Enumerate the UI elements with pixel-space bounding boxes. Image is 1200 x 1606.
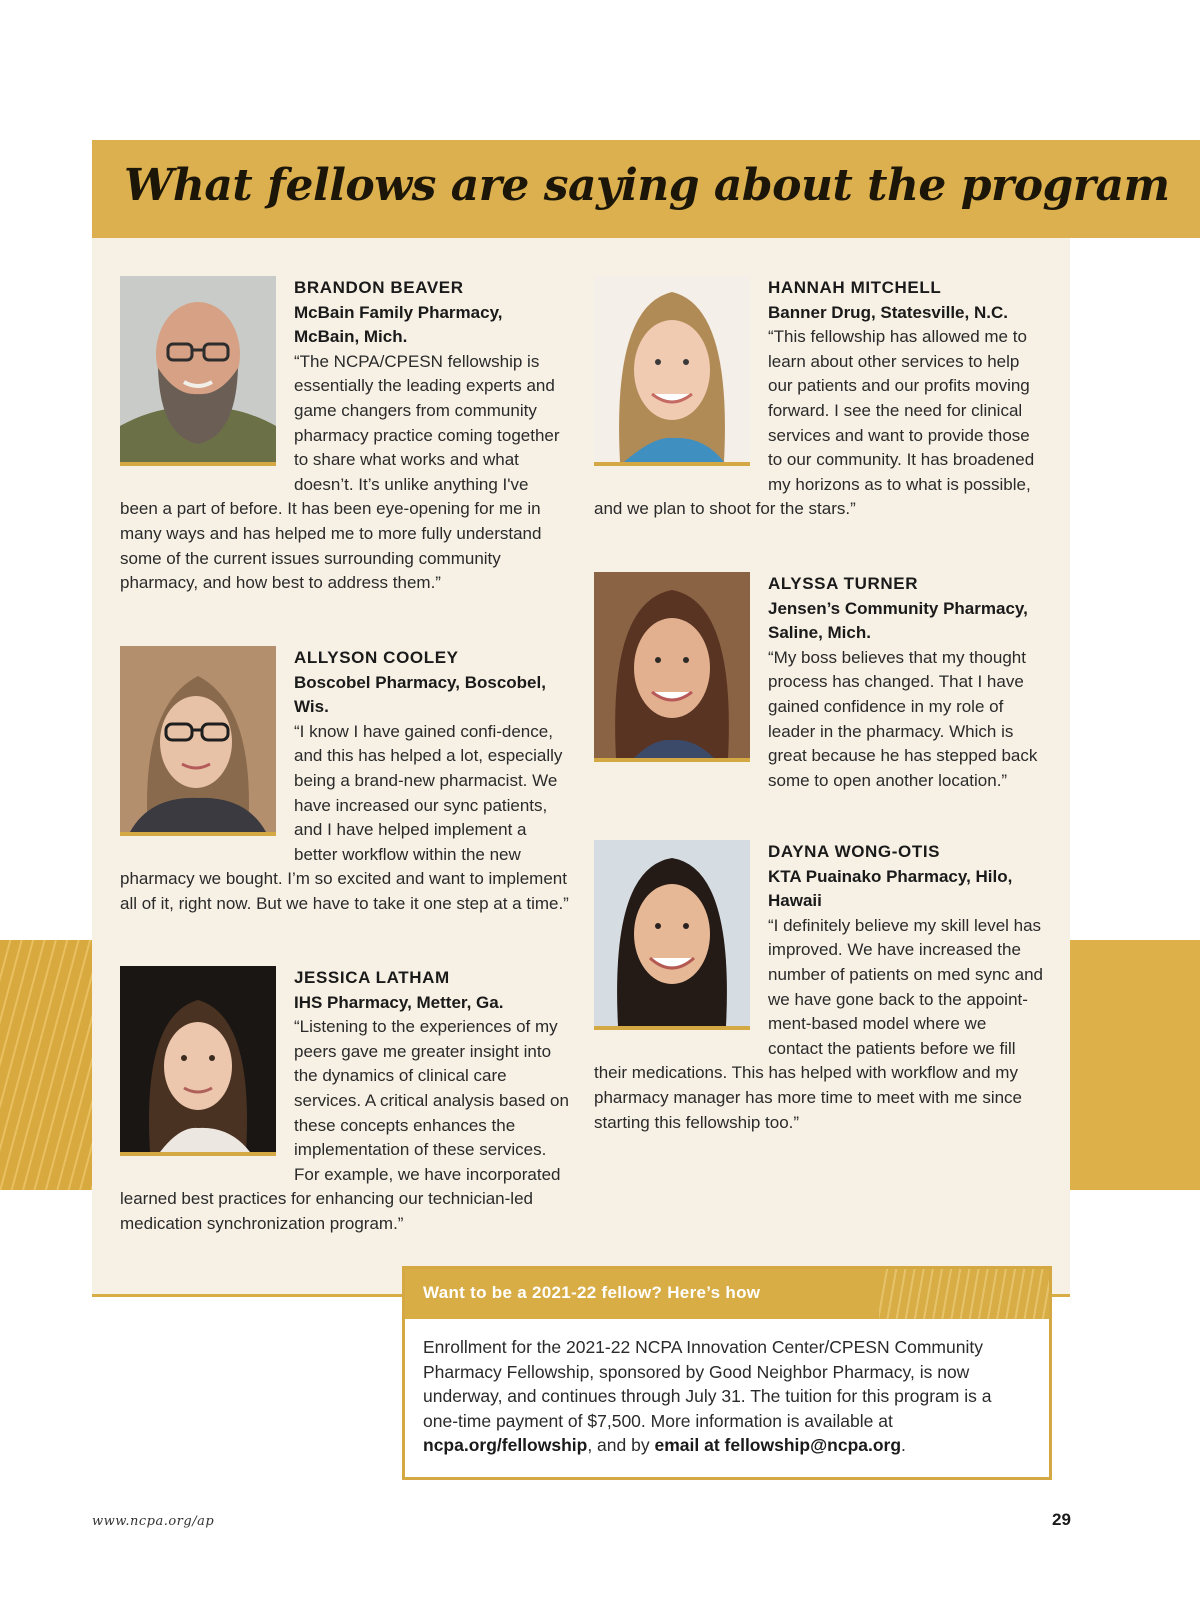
photo-brandon-beaver [120, 276, 276, 466]
photo-allyson-cooley [120, 646, 276, 836]
testimonial-quote: “I know I have gained confi-dence, and this has helped a lot, especially being a brand-new pharmacist. We have increased our sync patients, and I have helped implement a better workflow within the new pharmacy we bought. I’m so excited and want to implement all of it, right now. But we have to take it one step at a time.” [120, 721, 569, 913]
enrollment-paragraph: Enrollment for the 2021-22 NCPA Innovation Center/CPESN Community Pharmacy Fellowship, sponsored by Good Neighbor Pharmacy, is now underway, and continues through July 31. The tuition for this program is a one-time payment of $7,500. More information is available at [423, 1337, 992, 1431]
testimonial-quote: “This fellowship has allowed me to learn about other services to help our patients and our profits moving forward. I see the need for clinical services and want to provide those to our community. It has broadened my horizons as to what is possible, and we plan to shoot for the stars.” [594, 327, 1035, 519]
testimonial-affiliation: KTA Puainako Pharmacy, Hilo, Hawaii [768, 866, 1013, 911]
testimonial-quote: “The NCPA/CPESN fellowship is essentially the leading experts and game changers from community pharmacy practice coming together to share what works and what doesn’t. It’s unlike anything I've been a part of before. It has been eye-opening for me in many ways and has helped me to more fully understand some of the current issues surrounding community pharmacy, and how best to address them.” [120, 351, 560, 593]
decorative-band-right [1070, 940, 1200, 1190]
testimonial-allyson-cooley [120, 646, 570, 944]
portrait-woman-glasses-image [120, 646, 276, 832]
portrait-woman-blonde-image [594, 276, 750, 462]
testimonial-name: HANNAH MITCHELL [768, 278, 942, 297]
testimonials-right-column [594, 276, 1044, 1135]
testimonial-affiliation: Jensen’s Community Pharmacy, Saline, Mich. [768, 598, 1028, 643]
enrollment-heading: Want to be a 2021-22 fellow? Here’s how [423, 1283, 761, 1302]
portrait-woman-dark-hair-image [594, 840, 750, 1026]
photo-alyssa-turner [594, 572, 750, 762]
fellowship-email-link[interactable]: email at fellowship@ncpa.org [654, 1435, 902, 1456]
testimonial-dayna-wong-otis [594, 840, 1044, 1135]
photo-hannah-mitchell [594, 276, 750, 466]
portrait-bearded-man-image [120, 276, 276, 462]
testimonial-affiliation: IHS Pharmacy, Metter, Ga. [294, 992, 504, 1012]
decorative-stripe-band-left [0, 940, 95, 1190]
enrollment-header [405, 1269, 1049, 1319]
testimonial-name: BRANDON BEAVER [294, 278, 464, 297]
page-title: What fellows are saying about the program [124, 160, 1170, 211]
testimonial-quote: “I definitely believe my skill level has improved. We have increased the number of patients on med sync and we have gone back to the appoint-ment-based model where we contact the patients before we fill their medications. This has helped with workflow and my pharmacy manager has more time to meet with me since starting this fellowship too.” [594, 915, 1043, 1132]
photo-jessica-latham [120, 966, 276, 1156]
portrait-woman-dark-background-image [120, 966, 276, 1152]
testimonial-hannah-mitchell [594, 276, 1044, 550]
enrollment-text [405, 1319, 1049, 1458]
testimonial-name: ALYSSA TURNER [768, 574, 919, 593]
fellowship-link[interactable]: ncpa.org/fellowship [423, 1435, 588, 1456]
testimonial-jessica-latham [120, 966, 570, 1237]
testimonial-alyssa-turner [594, 572, 1044, 818]
testimonial-name: ALLYSON COOLEY [294, 648, 459, 667]
photo-dayna-wong-otis [594, 840, 750, 1030]
enrollment-callout-box [402, 1266, 1052, 1480]
testimonial-quote: “My boss believes that my thought process has changed. That I have gained confidence in my role of leader in the pharmacy. Which is great because he has stepped back some to open another location.” [768, 647, 1038, 790]
decorative-stripes [879, 1269, 1049, 1319]
testimonials-left-column [120, 276, 570, 1237]
enrollment-end: . [901, 1435, 906, 1456]
testimonial-affiliation: McBain Family Pharmacy, McBain, Mich. [294, 302, 503, 347]
portrait-woman-brunette-image [594, 572, 750, 758]
testimonial-name: DAYNA WONG-OTIS [768, 842, 941, 861]
footer-url: www.ncpa.org/ap [92, 1514, 215, 1529]
enrollment-connector: , and by [587, 1435, 650, 1456]
testimonial-quote: “Listening to the experiences of my peers gave me greater insight into the dynamics of clinical care services. A critical analysis based on these concepts enhances the implementation of these services. For example, we have incorporated learned best practices for enhancing our technician-led medication synchronization program.” [120, 1017, 569, 1233]
testimonial-name: JESSICA LATHAM [294, 968, 450, 987]
testimonial-brandon-beaver [120, 276, 570, 624]
title-bar [92, 140, 1200, 238]
page-number: 29 [1052, 1510, 1071, 1529]
testimonial-affiliation: Banner Drug, Statesville, N.C. [768, 302, 1008, 322]
testimonial-affiliation: Boscobel Pharmacy, Boscobel, Wis. [294, 672, 546, 717]
